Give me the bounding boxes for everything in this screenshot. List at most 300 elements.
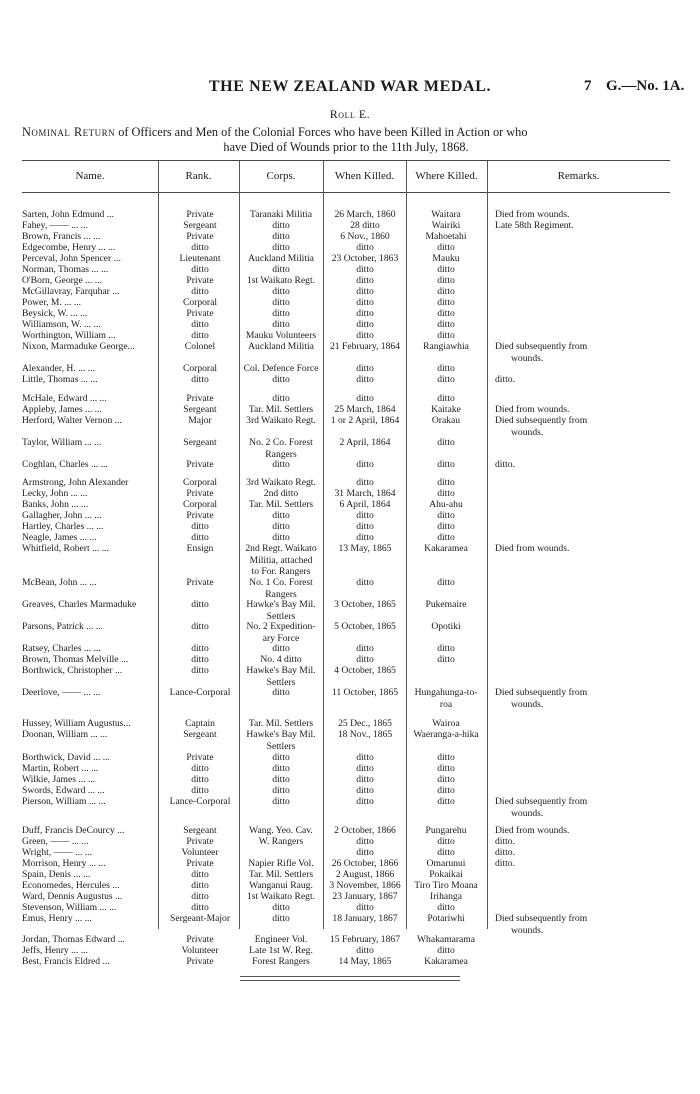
cell-line: Engineer Vol. — [254, 934, 308, 945]
cell-corps — [241, 330, 321, 342]
cell-where — [408, 825, 484, 837]
cell-line: Kakaramea — [424, 956, 468, 967]
cell-line: Orakau — [431, 415, 461, 426]
cell-where — [408, 880, 484, 892]
cell-line: No. 2 Expedition- — [246, 621, 316, 632]
cell-name: Economedes, Hercules ... — [22, 880, 120, 891]
cell-line: Wang. Yeo. Cav. — [249, 825, 313, 836]
cell-when — [325, 393, 405, 405]
cell-where — [408, 621, 484, 633]
cell-rank — [163, 934, 237, 946]
cell-line: Hawke's Bay Mil. — [246, 665, 316, 676]
cell-line: Private — [186, 510, 214, 521]
cell-corps — [241, 654, 321, 666]
cell-line: Kaitake — [431, 404, 461, 415]
cell-corps — [241, 220, 321, 232]
cell-line: Whakamarama — [416, 934, 476, 945]
cell-rank — [163, 858, 237, 870]
cell-line: Volunteer — [181, 847, 219, 858]
cell-name: Parsons, Patrick ... ... — [22, 621, 104, 632]
cell-name: Edgecombe, Henry ... ... — [22, 242, 116, 253]
cell-where — [408, 869, 484, 881]
cell-remarks — [495, 796, 671, 819]
cell-where — [408, 774, 484, 786]
cell-line: Rangers — [265, 448, 297, 460]
cell-line: ditto — [437, 393, 455, 404]
cell-line: Sergeant — [183, 220, 217, 231]
cell-rank — [163, 729, 237, 741]
cell-name: Duff, Francis DeCourcy ... — [22, 825, 125, 836]
cell-line: Private — [186, 308, 214, 319]
cell-line: wounds. — [511, 924, 544, 936]
cell-line: 1st Waikato Regt. — [246, 275, 316, 286]
cell-line: Private — [186, 488, 214, 499]
cell-line: Died from wounds. — [495, 209, 570, 220]
cell-line: ary Force — [262, 632, 300, 644]
cell-line: ditto — [272, 763, 290, 774]
cell-when — [325, 231, 405, 243]
cell-name: Williamson, W. ... ... — [22, 319, 101, 330]
cell-line: Private — [186, 858, 214, 869]
cell-when — [325, 891, 405, 903]
cell-line: Hawke's Bay Mil. — [246, 599, 316, 610]
cell-line: to For. Rangers — [251, 566, 311, 577]
cell-where — [408, 654, 484, 666]
cell-corps — [241, 902, 321, 914]
cell-when — [325, 543, 405, 555]
cell-when — [325, 499, 405, 511]
cell-line: 4 October, 1865 — [334, 665, 396, 676]
cell-when — [325, 459, 405, 471]
cell-line: Captain — [185, 718, 215, 729]
cell-where — [408, 785, 484, 797]
cell-line: Private — [186, 275, 214, 286]
cell-line: Pukemaire — [425, 599, 467, 610]
cell-corps — [241, 209, 321, 221]
cell-line: ditto — [272, 796, 290, 807]
cell-rank — [163, 752, 237, 764]
cell-when — [325, 415, 405, 427]
cell-line: Mauku Volunteers — [245, 330, 317, 341]
cell-when — [325, 796, 405, 808]
cell-name: Appleby, James ... ... — [22, 404, 102, 415]
cell-remarks — [495, 374, 671, 386]
cell-line: ditto — [356, 330, 374, 341]
cell-line: Wairoa — [432, 718, 460, 729]
cell-rank — [163, 415, 237, 427]
cell-line: wounds. — [511, 426, 544, 438]
cell-rank — [163, 847, 237, 859]
cell-corps — [241, 729, 321, 752]
cell-line: ditto — [191, 763, 209, 774]
cell-name: Hartley, Charles ... ... — [22, 521, 104, 532]
cell-line: ditto — [356, 847, 374, 858]
cell-name: McBean, John ... ... — [22, 577, 97, 588]
cell-line: Died from wounds. — [495, 543, 570, 554]
cell-when — [325, 437, 405, 449]
cell-line: ditto — [356, 286, 374, 297]
cell-rank — [163, 231, 237, 243]
cell-line: ditto — [191, 599, 209, 610]
cell-line: Potariwhi — [427, 913, 465, 924]
cell-line: ditto — [191, 286, 209, 297]
cell-line: 1st Waikato Regt. — [246, 891, 316, 902]
cell-corps — [241, 275, 321, 287]
cell-where — [408, 459, 484, 471]
cell-line: Died subsequently from — [495, 415, 588, 426]
cell-line: ditto — [437, 510, 455, 521]
cell-corps — [241, 297, 321, 309]
cell-line: ditto — [437, 785, 455, 796]
cell-rank — [163, 404, 237, 416]
cell-name: Whitfield, Robert ... ... — [22, 543, 109, 554]
cell-line: ditto — [272, 521, 290, 532]
cell-where — [408, 521, 484, 533]
cell-where — [408, 209, 484, 221]
cell-line: Pungarehu — [425, 825, 467, 836]
cell-name: Little, Thomas ... ... — [22, 374, 98, 385]
cell-where — [408, 488, 484, 500]
cell-when — [325, 242, 405, 254]
cell-corps — [241, 488, 321, 500]
cell-when — [325, 477, 405, 489]
cell-line: ditto — [437, 945, 455, 956]
cell-where — [408, 847, 484, 859]
cell-line: 21 February, 1864 — [330, 341, 400, 352]
footer-rule — [240, 980, 460, 981]
footer-rule — [240, 976, 460, 977]
cell-line: roa — [439, 698, 453, 710]
cell-line: 1 or 2 April, 1864 — [330, 415, 400, 426]
cell-remarks — [495, 209, 671, 221]
column-divider — [487, 161, 488, 929]
cell-remarks — [495, 858, 671, 870]
cell-when — [325, 308, 405, 320]
cell-line: ditto — [191, 264, 209, 275]
cell-name: Green, —— ... ... — [22, 836, 89, 847]
cell-rank — [163, 763, 237, 775]
cell-when — [325, 330, 405, 342]
cell-corps — [241, 718, 321, 730]
cell-line: Mauku — [432, 253, 460, 264]
cell-rank — [163, 718, 237, 730]
intro-line-1 — [22, 125, 670, 140]
cell-name: Hussey, William Augustus... — [22, 718, 131, 729]
cell-when — [325, 945, 405, 957]
cell-rank — [163, 374, 237, 386]
cell-when — [325, 763, 405, 775]
cell-when — [325, 729, 405, 741]
cell-line: Tar. Mil. Settlers — [248, 869, 314, 880]
cell-rank — [163, 437, 237, 449]
document-code: G.—No. 1A. — [606, 78, 685, 94]
cell-line: Hawke's Bay Mil. — [246, 729, 316, 740]
cell-line: ditto — [437, 286, 455, 297]
cell-name: Stevenson, William ... ... — [22, 902, 117, 913]
cell-where — [408, 687, 484, 710]
cell-when — [325, 488, 405, 500]
cell-corps — [241, 404, 321, 416]
cell-where — [408, 836, 484, 848]
cell-corps — [241, 264, 321, 276]
cell-rank — [163, 836, 237, 848]
cell-corps — [241, 308, 321, 320]
column-header-remarks: Remarks. — [557, 170, 600, 182]
cell-where — [408, 341, 484, 353]
cell-rank — [163, 796, 237, 808]
cell-name: Morrison, Henry ... ... — [22, 858, 106, 869]
cell-line: ditto — [437, 902, 455, 913]
cell-name: Emus, Henry ... ... — [22, 913, 92, 924]
cell-when — [325, 718, 405, 730]
cell-where — [408, 499, 484, 511]
cell-line: Napier Rifle Vol. — [248, 858, 314, 869]
cell-line: No. 4 ditto — [260, 654, 302, 665]
cell-line: ditto — [356, 836, 374, 847]
cell-line: ditto — [356, 785, 374, 796]
cell-line: Waeranga-a-hika — [413, 729, 479, 740]
cell-line: ditto — [356, 763, 374, 774]
cell-where — [408, 577, 484, 589]
cell-line: Major — [188, 415, 212, 426]
cell-name: Borthwick, Christopher ... — [22, 665, 123, 676]
cell-line: ditto — [272, 319, 290, 330]
cell-line: Col. Defence Force — [243, 363, 319, 374]
cell-line: 14 May, 1865 — [338, 956, 392, 967]
cell-when — [325, 621, 405, 633]
cell-line: Private — [186, 577, 214, 588]
cell-where — [408, 220, 484, 232]
cell-when — [325, 665, 405, 677]
cell-where — [408, 913, 484, 925]
cell-line: Mahoetahi — [425, 231, 467, 242]
cell-line: ditto — [191, 242, 209, 253]
cell-line: Tar. Mil. Settlers — [248, 499, 314, 510]
cell-name: Best, Francis Eldred ... — [22, 956, 110, 967]
cell-line: 15 February, 1867 — [330, 934, 400, 945]
cell-when — [325, 869, 405, 881]
cell-line: ditto — [356, 477, 374, 488]
cell-corps — [241, 945, 321, 957]
cell-line: Private — [186, 752, 214, 763]
cell-line: ditto — [437, 363, 455, 374]
cell-line: Private — [186, 956, 214, 967]
cell-line: Lieutenant — [179, 253, 221, 264]
cell-rank — [163, 774, 237, 786]
cell-corps — [241, 796, 321, 808]
cell-line: 2nd Regt. Waikato — [245, 543, 317, 554]
cell-where — [408, 308, 484, 320]
cell-rank — [163, 869, 237, 881]
cell-name: Taylor, William ... ... — [22, 437, 102, 448]
cell-line: ditto — [356, 308, 374, 319]
cell-remarks — [495, 220, 671, 232]
column-divider — [406, 161, 407, 929]
cell-line: Corporal — [182, 499, 218, 510]
cell-line: ditto — [191, 330, 209, 341]
cell-line: 3rd Waikato Regt. — [246, 477, 316, 488]
cell-where — [408, 956, 484, 968]
cell-line: 6 April, 1864 — [339, 499, 391, 510]
cell-when — [325, 687, 405, 699]
cell-name: McGillavray, Farquhar ... — [22, 286, 120, 297]
cell-line: ditto — [356, 393, 374, 404]
cell-line: ditto — [437, 374, 455, 385]
cell-line: ditto — [272, 393, 290, 404]
cell-line: Private — [186, 459, 214, 470]
cell-line: Wairiki — [431, 220, 461, 231]
cell-where — [408, 729, 484, 741]
cell-corps — [241, 934, 321, 946]
cell-when — [325, 220, 405, 232]
cell-rank — [163, 297, 237, 309]
cell-line: ditto — [356, 242, 374, 253]
cell-rank — [163, 902, 237, 914]
cell-line: Forest Rangers — [252, 956, 310, 967]
cell-name: Norman, Thomas ... ... — [22, 264, 109, 275]
cell-line: Died subsequently from — [495, 796, 588, 807]
cell-when — [325, 363, 405, 375]
cell-where — [408, 752, 484, 764]
cell-where — [408, 643, 484, 655]
cell-when — [325, 253, 405, 265]
cell-rank — [163, 891, 237, 903]
cell-line: ditto — [437, 532, 455, 543]
cell-corps — [241, 858, 321, 870]
cell-rank — [163, 621, 237, 633]
cell-line: ditto — [437, 774, 455, 785]
cell-name: Greaves, Charles Marmaduke — [22, 599, 137, 610]
cell-line: Corporal — [182, 297, 218, 308]
cell-line: Ahu-ahu — [429, 499, 463, 510]
cell-line: ditto — [356, 532, 374, 543]
cell-line: ditto — [272, 774, 290, 785]
cell-line: ditto — [437, 521, 455, 532]
cell-name: Jeffs, Henry ... ... — [22, 945, 88, 956]
cell-line: ditto — [272, 231, 290, 242]
cell-line: Corporal — [182, 477, 218, 488]
cell-name: Worthington, William ... — [22, 330, 116, 341]
cell-line: 25 March, 1864 — [334, 404, 396, 415]
cell-line: ditto — [191, 643, 209, 654]
cell-name: Pierson, William ... ... — [22, 796, 106, 807]
cell-line: Died from wounds. — [495, 404, 570, 415]
cell-name: Lecky, John ... ... — [22, 488, 88, 499]
cell-line: Tar. Mil. Settlers — [248, 404, 314, 415]
cell-corps — [241, 774, 321, 786]
cell-rank — [163, 510, 237, 522]
cell-when — [325, 774, 405, 786]
cell-corps — [241, 836, 321, 848]
cell-corps — [241, 253, 321, 265]
cell-line: ditto — [356, 521, 374, 532]
cell-line: ditto — [437, 459, 455, 470]
cell-when — [325, 785, 405, 797]
cell-line: ditto — [437, 319, 455, 330]
cell-rank — [163, 785, 237, 797]
cell-rank — [163, 654, 237, 666]
cell-line: Corporal — [182, 363, 218, 374]
cell-rank — [163, 319, 237, 331]
cell-corps — [241, 510, 321, 522]
cell-line: ditto — [191, 654, 209, 665]
cell-line: ditto — [191, 774, 209, 785]
cell-line: Late 58th Regiment. — [495, 220, 574, 231]
cell-line: 26 October, 1866 — [331, 858, 399, 869]
cell-line: No. 2 Co. Forest — [249, 437, 313, 448]
cell-where — [408, 763, 484, 775]
cell-line: ditto — [356, 577, 374, 588]
cell-when — [325, 209, 405, 221]
cell-line: ditto — [437, 330, 455, 341]
cell-corps — [241, 477, 321, 489]
cell-line: Private — [186, 231, 214, 242]
page-title: THE NEW ZEALAND WAR MEDAL. — [208, 78, 492, 95]
cell-rank — [163, 521, 237, 533]
cell-where — [408, 319, 484, 331]
cell-name: Ratsey, Charles ... ... — [22, 643, 101, 654]
cell-rank — [163, 209, 237, 221]
cell-line: ditto — [191, 521, 209, 532]
cell-line: 28 ditto — [350, 220, 380, 231]
cell-line: ditto — [356, 374, 374, 385]
cell-line: wounds. — [511, 352, 544, 364]
cell-rank — [163, 308, 237, 320]
cell-rank — [163, 242, 237, 254]
cell-corps — [241, 687, 321, 699]
cell-rank — [163, 532, 237, 544]
cell-line: Private — [186, 836, 214, 847]
cell-corps — [241, 521, 321, 533]
cell-name: Neagle, James ... ... — [22, 532, 97, 543]
cell-when — [325, 341, 405, 353]
column-header-when-killed: When Killed. — [334, 170, 395, 182]
cell-when — [325, 847, 405, 859]
cell-corps — [241, 869, 321, 881]
cell-line: ditto — [191, 880, 209, 891]
cell-when — [325, 654, 405, 666]
cell-line: Kakaramea — [424, 543, 468, 554]
cell-rank — [163, 488, 237, 500]
cell-when — [325, 836, 405, 848]
cell-line: Private — [186, 934, 214, 945]
cell-name: Nixon, Marmaduke George... — [22, 341, 135, 352]
cell-line: Private — [186, 393, 214, 404]
cell-line: ditto — [437, 643, 455, 654]
cell-line: 2nd ditto — [263, 488, 299, 499]
cell-where — [408, 297, 484, 309]
cell-line: ditto — [437, 437, 455, 448]
cell-line: Militia, attached — [249, 554, 313, 566]
cell-where — [408, 286, 484, 298]
cell-name: Martin, Robert ... ... — [22, 763, 99, 774]
cell-name: Coghlan, Charles ... ... — [22, 459, 108, 470]
cell-corps — [241, 415, 321, 427]
cell-where — [408, 363, 484, 375]
cell-when — [325, 374, 405, 386]
cell-line: ditto — [272, 286, 290, 297]
cell-corps — [241, 599, 321, 622]
cell-line: ditto — [272, 785, 290, 796]
cell-name: Jordan, Thomas Edward ... — [22, 934, 125, 945]
cell-corps — [241, 891, 321, 903]
cell-line: ditto — [356, 264, 374, 275]
cell-rank — [163, 264, 237, 276]
cell-line: Sergeant — [183, 404, 217, 415]
cell-line: ditto — [437, 308, 455, 319]
cell-line: ditto — [356, 319, 374, 330]
cell-line: Tar. Mil. Settlers — [248, 718, 314, 729]
